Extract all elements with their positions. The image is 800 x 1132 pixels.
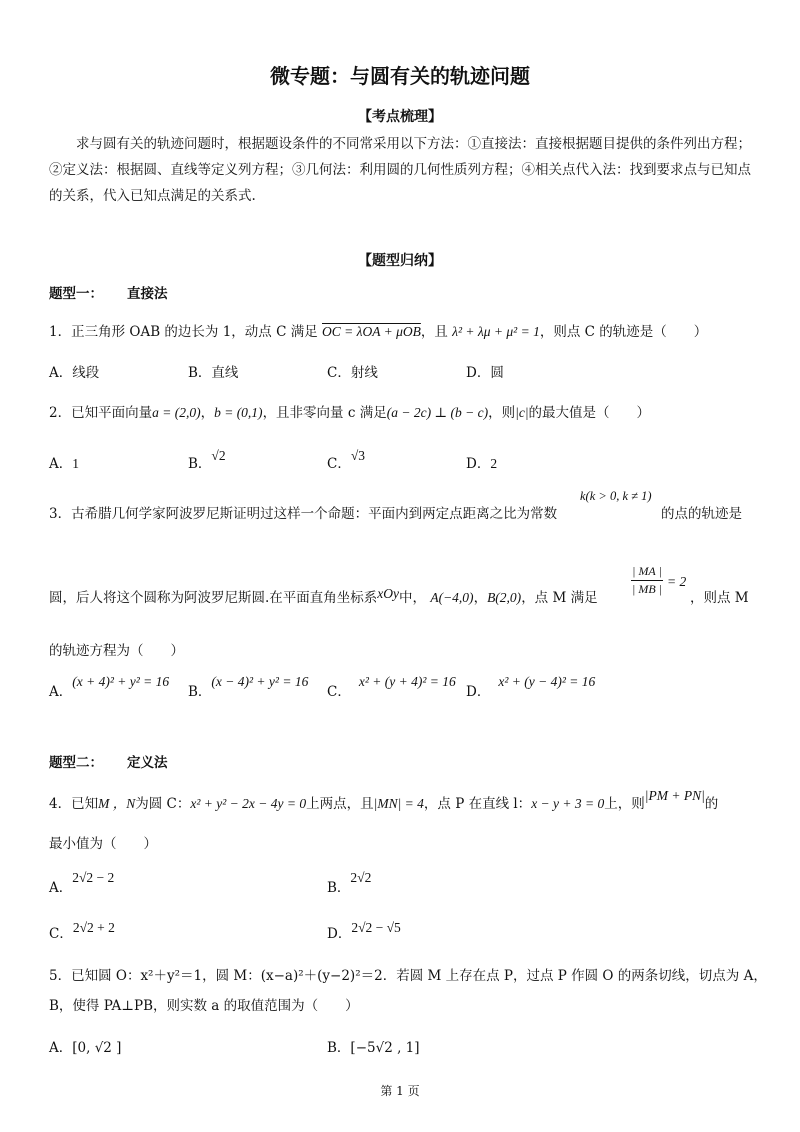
q3-option-a[interactable] — [49, 670, 170, 700]
q2-option-d-label: D． — [466, 456, 491, 472]
q1-vector-eq: OC = λOA + μOB — [322, 324, 421, 339]
q5-option-a-label: A． — [49, 1040, 73, 1056]
q4-option-a-label: A． — [49, 880, 73, 896]
q2-vector-a: a = (2,0) — [152, 405, 201, 420]
q4-option-c-value: 2√2 + 2 — [72, 920, 115, 935]
q5-option-b-value: [−5√2 , 1] — [350, 1040, 420, 1056]
question-2 — [49, 401, 650, 421]
q4-post: 的 — [704, 796, 719, 812]
q3-option-d-label: D． — [466, 684, 491, 700]
q2-condition: (a − 2c) ⊥ (b − c) — [386, 405, 489, 420]
q3-line2d: ，则点 M — [690, 590, 749, 606]
q4-option-b-label: B． — [327, 880, 351, 896]
question-1 — [49, 320, 707, 340]
q4-mid: 为圆 C： — [135, 796, 191, 812]
q1-pre: 1．正三角形 OAB 的边长为 1，动点 C 满足 — [49, 324, 318, 340]
q4-circle-eq: x² + y² − 2x − 4y = 0 — [190, 796, 307, 811]
q3-option-b-label: B． — [188, 684, 212, 700]
q5-line1: 5．已知圆 O：x²＋y²＝1，圆 M：(x−a)²＋(y−2)²＝2．若圆 M 上存在点 P，过点 P 作圆 O 的两条切线，切点为 A， — [49, 968, 767, 984]
q5-option-a[interactable] — [49, 1036, 121, 1056]
q3-option-d[interactable] — [466, 670, 596, 700]
q3-line2b: 中， — [399, 590, 427, 606]
question-3-line2 — [49, 586, 598, 606]
q4-mid2: 上两点，且 — [306, 796, 374, 812]
q2-option-a-value: 1 — [72, 456, 79, 471]
q2-post: 的最大值是（ ） — [528, 405, 651, 421]
q2-pre: 2．已知平面向量 — [49, 405, 153, 421]
q3-line2a: 圆，后人将这个圆称为阿波罗尼斯圆.在平面直角坐标系 — [49, 590, 378, 606]
page-title: 微专题：与圆有关的轨迹问题 — [270, 64, 530, 88]
q2-option-b-value: √2 — [211, 448, 226, 463]
q2-option-a[interactable] — [49, 452, 79, 472]
type2-heading — [49, 751, 168, 771]
q5-line2: B，使得 PA⊥PB，则实数 a 的取值范围为（ ） — [49, 998, 359, 1014]
section-heading-types: 【题型归纳】 — [358, 253, 442, 269]
q3-option-a-value: (x + 4)² + y² = 16 — [72, 674, 170, 689]
intro-paragraph: 求与圆有关的轨迹问题时，根据题设条件的不同常采用以下方法：①直接法：直接根据题目提供的条件列出方程；②定义法：根据圆、直线等定义列方程；③几何法：利用圆的几何性质列方程；④相关点代入法：找到要求点与已知点的关系，代入已知点满足的关系式. — [49, 136, 751, 204]
q4-points-mn: M ，N — [98, 796, 136, 811]
q1-condition: λ² + λμ + μ² = 1 — [452, 324, 540, 339]
q4-option-d[interactable] — [327, 916, 401, 942]
type1-label: 题型一： — [49, 286, 103, 302]
q4-option-b[interactable] — [327, 866, 372, 896]
q1-mid: ，且 — [420, 324, 448, 340]
q2-option-a-label: A． — [49, 456, 73, 472]
q3-ratio — [631, 564, 663, 597]
q1-option-b[interactable]: B．直线 — [188, 365, 239, 381]
q4-option-c[interactable] — [49, 916, 115, 942]
q1-option-d[interactable]: D．圆 — [466, 365, 504, 381]
q4-pre: 4．已知 — [49, 796, 99, 812]
q4-line2: 最小值为（ ） — [49, 836, 157, 852]
type2-label: 题型二： — [49, 755, 103, 771]
q3-ratio-value: = 2 — [667, 574, 687, 589]
q4-mid4: 上，则 — [604, 796, 645, 812]
q3-point-a: A(−4,0) — [430, 590, 474, 605]
q3-line2c: ，点 M 满足 — [521, 590, 598, 606]
q4-option-a[interactable] — [49, 866, 115, 896]
q2-mid2: ，则 — [488, 405, 516, 421]
section-heading-review: 【考点梳理】 — [358, 109, 442, 125]
q2-mid: ，且非零向量 c 满足 — [262, 405, 387, 421]
q4-mid3: ，点 P 在直线 l： — [423, 796, 532, 812]
q5-option-b[interactable] — [327, 1036, 420, 1056]
q3-comma: ， — [473, 590, 488, 606]
q1-option-a[interactable]: A．线段 — [49, 365, 100, 381]
q2-abs-c: |c| — [515, 405, 529, 420]
q3-option-c-label: C． — [327, 684, 351, 700]
q1-option-c[interactable]: C．射线 — [327, 365, 378, 381]
q3-line1b: 的点的轨迹是 — [661, 506, 742, 522]
type1-heading — [49, 282, 168, 302]
q3-xoy: xOy — [377, 586, 400, 601]
q2-option-c-value: √3 — [350, 448, 366, 463]
q4-vector-sum: |PM + PN| — [644, 788, 705, 803]
q4-option-a-value: 2√2 − 2 — [72, 870, 115, 885]
q2-option-b-label: B． — [188, 456, 212, 472]
q4-option-d-label: D． — [327, 926, 352, 942]
q3-option-b[interactable] — [188, 670, 309, 700]
q2-option-c-label: C． — [327, 456, 351, 472]
q2-option-c[interactable] — [327, 448, 366, 472]
q3-line3: 的轨迹方程为（ ） — [49, 643, 184, 659]
q3-ratio-bar — [631, 580, 663, 581]
q3-point-b: B(2,0) — [487, 590, 522, 605]
q4-abs-mn: |MN| = 4 — [373, 796, 424, 811]
q4-line-eq: x − y + 3 = 0 — [531, 796, 605, 811]
q3-option-c[interactable] — [327, 670, 456, 700]
q2-comma: ， — [200, 405, 215, 421]
page-footer: 第 1 页 — [380, 1084, 420, 1098]
q4-option-d-value: 2√2 − √5 — [351, 920, 401, 935]
q2-option-d[interactable] — [466, 452, 497, 472]
q3-ratio-denominator: | MB | — [632, 582, 662, 596]
type1-name: 直接法 — [127, 286, 168, 302]
q5-option-a-value: [0, √2 ] — [72, 1040, 122, 1056]
type2-name: 定义法 — [127, 755, 168, 771]
q2-option-b[interactable] — [188, 448, 226, 472]
question-3-line1 — [49, 502, 557, 522]
q3-ratio-numerator: | MA | — [632, 564, 662, 578]
q4-option-c-label: C． — [49, 926, 73, 942]
q3-option-a-label: A． — [49, 684, 73, 700]
q2-option-d-value: 2 — [490, 456, 498, 471]
q5-option-b-label: B． — [327, 1040, 351, 1056]
q3-option-d-value: x² + (y − 4)² = 16 — [498, 674, 596, 689]
q4-option-b-value: 2√2 — [350, 870, 372, 885]
q3-option-b-value: (x − 4)² + y² = 16 — [211, 674, 309, 689]
q2-vector-b: b = (0,1) — [214, 405, 263, 420]
q1-post: ，则点 C 的轨迹是（ ） — [539, 324, 708, 340]
q3-line1: 3．古希腊几何学家阿波罗尼斯证明过这样一个命题：平面内到两定点距离之比为常数 — [49, 506, 558, 522]
q3-constant-k: k(k > 0, k ≠ 1) — [580, 489, 652, 503]
question-4 — [49, 788, 719, 812]
q3-option-c-value: x² + (y + 4)² = 16 — [358, 674, 456, 689]
